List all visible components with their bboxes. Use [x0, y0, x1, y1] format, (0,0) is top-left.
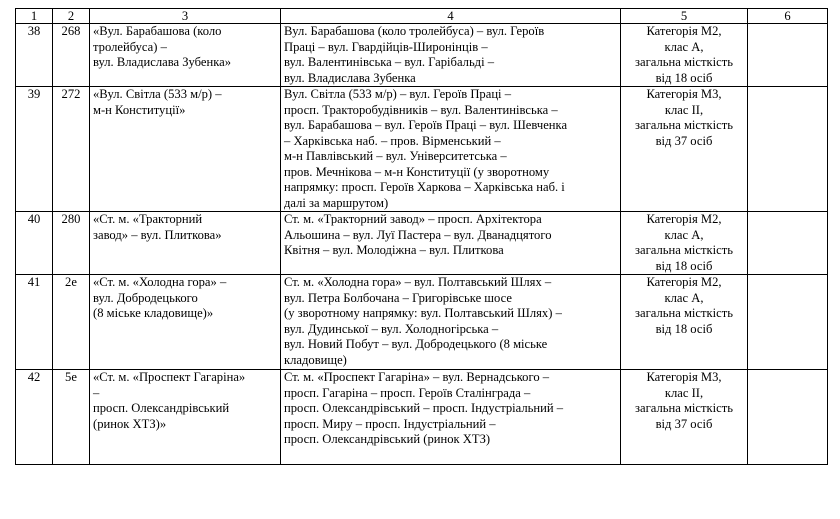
text-line: Категорія М3, [646, 370, 722, 384]
text-line: клас А, [664, 227, 704, 242]
route-name [90, 212, 281, 275]
text-line: просп. Олександрівський (ринок ХТЗ) [284, 432, 491, 446]
text-line: пров. Мечнікова – м-н Конституції (у зворотному [284, 164, 550, 179]
header-cell: 1 [16, 9, 53, 24]
text-line: вул. Новий Побут – вул. Добродецького (8 міське [284, 337, 548, 351]
row-number: 39 [16, 87, 53, 212]
route-path [281, 87, 621, 212]
text-line: просп. Гагаріна – просп. Героїв Сталінграда – [284, 385, 531, 400]
text-line: вул. Валентинівська – вул. Гарібальді – [284, 55, 495, 69]
vehicle-category [621, 370, 748, 465]
text-line: «Ст. м. «Проспект Гагаріна» [93, 370, 246, 384]
text-line: (у зворотному напрямку: вул. Полтавський Шлях) – [284, 306, 562, 320]
text-line: Категорія М2, [646, 275, 722, 289]
vehicle-category [621, 275, 748, 370]
text-line: від 37 осіб [655, 133, 713, 148]
text-line: Ст. м. «Холодна гора» – вул. Полтавський Шлях – [284, 275, 552, 289]
route-number: 2е [53, 275, 90, 370]
text-line: «Вул. Світла (533 м/р) – [93, 87, 222, 101]
text-line: загальна місткість [635, 55, 733, 69]
text-line: вул. Петра Болбочана – Григорівське шосе [284, 290, 512, 305]
text-line: «Вул. Барабашова (коло [93, 24, 222, 38]
header-cell: 2 [53, 9, 90, 24]
header-row [16, 9, 828, 24]
text-line: клас II, [664, 102, 704, 117]
text-line: від 37 осіб [655, 416, 713, 431]
route-name [90, 87, 281, 212]
route-number: 5е [53, 370, 90, 465]
text-line: вул. Барабашова – вул. Героїв Праці – вул. Шевченка [284, 118, 568, 132]
empty-cell [748, 370, 828, 465]
row-number: 41 [16, 275, 53, 370]
text-line: Ст. м. «Проспект Гагаріна» – вул. Вернадського – [284, 370, 550, 384]
header-cell: 5 [621, 9, 748, 24]
text-line: Квітня – вул. Молодіжна – вул. Плиткова [284, 243, 504, 257]
text-line: «Ст. м. «Тракторний [93, 212, 203, 226]
route-path [281, 370, 621, 465]
table-row [16, 370, 828, 465]
text-line: Категорія М2, [646, 24, 722, 38]
text-line: від 18 осіб [655, 321, 713, 336]
route-path [281, 24, 621, 87]
text-line: просп. Олександрівський – просп. Індустріальний – [284, 401, 564, 415]
text-line: загальна місткість [635, 306, 733, 320]
route-path [281, 275, 621, 370]
header-cell: 3 [90, 9, 281, 24]
table-row [16, 212, 828, 275]
text-line: загальна місткість [635, 118, 733, 132]
text-line: тролейбуса) – [93, 39, 167, 54]
vehicle-category [621, 212, 748, 275]
row-number: 38 [16, 24, 53, 87]
table-row [16, 87, 828, 212]
route-number: 268 [53, 24, 90, 87]
text-line: – Харківська наб. – пров. Вірменський – [284, 133, 501, 148]
empty-cell [748, 212, 828, 275]
text-line: Категорія М3, [646, 87, 722, 101]
text-line: Праці – вул. Гвардійців-Широнінців – [284, 39, 488, 54]
text-line: вул. Владислава Зубенка» [93, 55, 232, 69]
text-line: напрямку: просп. Героїв Харкова – Харківська наб. і [284, 180, 565, 194]
text-line: просп. Миру – просп. Індустріальний – [284, 416, 496, 431]
text-line: клас А, [664, 290, 704, 305]
table-row [16, 275, 828, 370]
header-cell: 6 [748, 9, 828, 24]
route-name [90, 24, 281, 87]
empty-cell [748, 24, 828, 87]
vehicle-category [621, 87, 748, 212]
text-line: (ринок ХТЗ)» [93, 416, 167, 431]
text-line: від 18 осіб [655, 258, 713, 273]
text-line: Вул. Світла (533 м/р) – вул. Героїв Праці – [284, 87, 512, 101]
route-path [281, 212, 621, 275]
route-number: 272 [53, 87, 90, 212]
empty-cell [748, 87, 828, 212]
route-name [90, 275, 281, 370]
text-line: Вул. Барабашова (коло тролейбуса) – вул. Героїв [284, 24, 545, 38]
text-line: далі за маршрутом) [284, 195, 389, 210]
table-row [16, 24, 828, 87]
route-name [90, 370, 281, 465]
text-line: кладовище) [284, 352, 347, 367]
text-line: загальна місткість [635, 243, 733, 257]
text-line: просп. Тракторобудівників – вул. Валентинівська – [284, 102, 558, 117]
text-line: «Ст. м. «Холодна гора» – [93, 275, 227, 289]
text-line: клас II, [664, 385, 704, 400]
text-line: клас А, [664, 39, 704, 54]
text-line: просп. Олександрівський [93, 401, 230, 415]
text-line: м-н Конституції» [93, 102, 186, 117]
empty-cell [748, 275, 828, 370]
text-line: (8 міське кладовище)» [93, 306, 214, 320]
text-line: Категорія М2, [646, 212, 722, 226]
row-number: 40 [16, 212, 53, 275]
text-line: вул. Дудинської – вул. Холодногірська – [284, 321, 499, 336]
text-line: загальна місткість [635, 401, 733, 415]
text-line: завод» – вул. Плиткова» [93, 227, 222, 242]
text-line: вул. Добродецького [93, 290, 198, 305]
text-line: м-н Павлівський – вул. Університетська – [284, 149, 507, 163]
vehicle-category [621, 24, 748, 87]
header-cell: 4 [281, 9, 621, 24]
routes-table [15, 8, 828, 465]
route-number: 280 [53, 212, 90, 275]
row-number: 42 [16, 370, 53, 465]
text-line: вул. Владислава Зубенка [284, 70, 416, 85]
text-line: Ст. м. «Тракторний завод» – просп. Архітектора [284, 212, 542, 226]
text-line: від 18 осіб [655, 70, 713, 85]
text-line: – [93, 385, 100, 400]
text-line: Альошина – вул. Луї Пастера – вул. Дванадцятого [284, 227, 552, 242]
